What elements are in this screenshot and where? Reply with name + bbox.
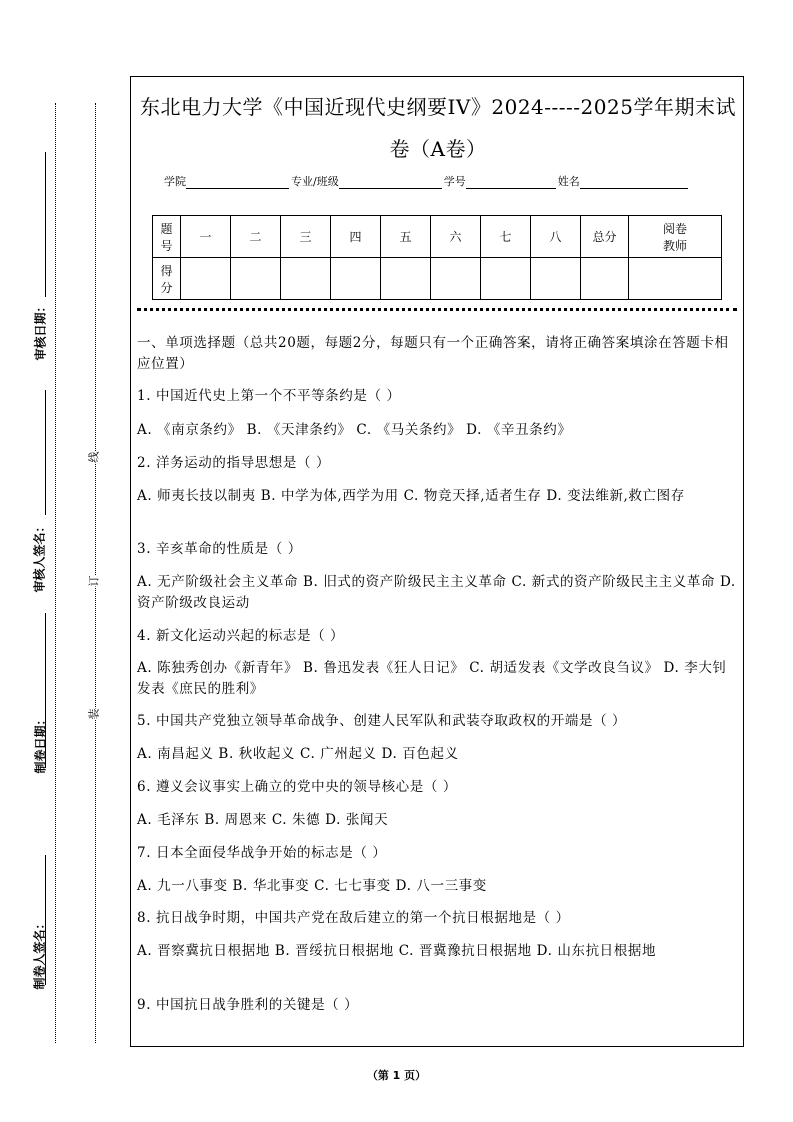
binding-mark-zhuang: 装 [87, 708, 101, 720]
score-col-4: 四 [331, 216, 381, 258]
reviewer-sign-label: 审核人签名： [32, 520, 47, 593]
score-table-score-row [153, 258, 722, 300]
maker-date-label: 制卷日期： [33, 713, 48, 774]
question-5-stem: 5. 中国共产党独立领导革命战争、创建人民军队和武装夺取政权的开端是（ ） [137, 713, 627, 729]
college-field[interactable] [186, 176, 289, 189]
binding-dotted-line-inner [95, 103, 96, 1043]
question-7-options: A. 九一八事变 B. 华北事变 C. 七七事变 D. 八一三事变 [137, 878, 487, 894]
score-row-label: 得 分 [153, 258, 181, 300]
score-cell[interactable] [331, 258, 381, 300]
score-cell[interactable] [181, 258, 231, 300]
student-id-field[interactable] [466, 176, 556, 189]
major-label: 专业/班级 [291, 175, 339, 188]
question-7-stem: 7. 日本全面侵华战争开始的标志是（ ） [137, 845, 387, 861]
question-1-options: A. 《南京条约》 B. 《天津条约》 C. 《马关条约》 D. 《辛丑条约》 [137, 422, 572, 438]
question-8-stem: 8. 抗日战争时期，中国共产党在敌后建立的第一个抗日根据地是（ ） [137, 910, 570, 926]
section-title: 一、单项选择题（总共20题，每题2分，每题只有一个正确答案，请将正确答案填涂在答题卡相应位置） [137, 335, 729, 372]
question-3-stem: 3. 辛亥革命的性质是（ ） [137, 541, 302, 557]
college-label: 学院 [164, 175, 186, 188]
exam-title-line2: 卷（A卷） [389, 137, 487, 161]
score-cell[interactable] [381, 258, 431, 300]
score-col-3: 三 [281, 216, 331, 258]
score-col-2: 二 [231, 216, 281, 258]
score-col-7: 七 [481, 216, 531, 258]
score-col-5: 五 [381, 216, 431, 258]
question-9-stem: 9. 中国抗日战争胜利的关键是（ ） [137, 997, 359, 1013]
score-cell[interactable] [481, 258, 531, 300]
maker-sign-label: 制卷人签名： [32, 917, 47, 990]
score-header-label: 题 号 [153, 216, 181, 258]
major-field[interactable] [339, 176, 442, 189]
score-col-1: 一 [181, 216, 231, 258]
binding-mark-ding: 订 [87, 575, 101, 587]
question-3-options: A. 无产阶级社会主义革命 B. 旧式的资产阶级民主主义革命 C. 新式的资产阶级民主主义革命 D. 资产阶级改良运动 [137, 574, 736, 611]
question-4-stem: 4. 新文化运动兴起的标志是（ ） [137, 628, 345, 644]
name-field[interactable] [580, 176, 688, 189]
score-cell[interactable] [531, 258, 581, 300]
binding-mark-xian: 线 [87, 451, 101, 463]
question-1-stem: 1. 中国近代史上第一个不平等条约是（ ） [137, 388, 401, 404]
question-2-options: A. 师夷长技以制夷 B. 中学为体,西学为用 C. 物竞天择,适者生存 D. 变法维新,救亡图存 [137, 488, 685, 504]
page-number: （第 1 页） [366, 1069, 427, 1082]
reviewer-date-line [45, 152, 46, 297]
score-col-6: 六 [431, 216, 481, 258]
score-cell[interactable] [431, 258, 481, 300]
exam-title-line1: 东北电力大学《中国近现代史纲要IV》2024-----2025学年期末试 [140, 95, 736, 119]
question-5-options: A. 南昌起义 B. 秋收起义 C. 广州起义 D. 百色起义 [137, 746, 459, 762]
score-table-header-row [153, 216, 722, 258]
score-cell[interactable] [629, 258, 722, 300]
score-table [152, 215, 722, 300]
student-info-line [164, 173, 690, 189]
question-6-options: A. 毛泽东 B. 周恩来 C. 朱德 D. 张闻天 [137, 812, 389, 828]
score-cell[interactable] [231, 258, 281, 300]
question-8-options: A. 晋察冀抗日根据地 B. 晋绥抗日根据地 C. 晋冀豫抗日根据地 D. 山东抗日根据地 [137, 943, 657, 959]
student-id-label: 学号 [443, 175, 466, 188]
score-col-total: 总分 [581, 216, 629, 258]
question-6-stem: 6. 遵义会议事实上确立的党中央的领导核心是（ ） [137, 779, 457, 795]
question-2-stem: 2. 洋务运动的指导思想是（ ） [137, 455, 331, 471]
reviewer-date-label: 审核日期： [33, 300, 48, 361]
exam-frame [130, 76, 744, 1047]
reviewer-sign-line [45, 390, 46, 515]
score-cell[interactable] [581, 258, 629, 300]
binding-dotted-line-outer [55, 103, 56, 1043]
score-col-8: 八 [531, 216, 581, 258]
name-label: 姓名 [557, 175, 580, 188]
section-separator [137, 308, 737, 311]
question-4-options: A. 陈独秀创办《新青年》 B. 鲁迅发表《狂人日记》 C. 胡适发表《文学改良刍议》 D. 李大钊发表《庶民的胜利》 [137, 660, 727, 697]
score-cell[interactable] [281, 258, 331, 300]
score-col-reviewer: 阅卷 教师 [629, 216, 722, 258]
